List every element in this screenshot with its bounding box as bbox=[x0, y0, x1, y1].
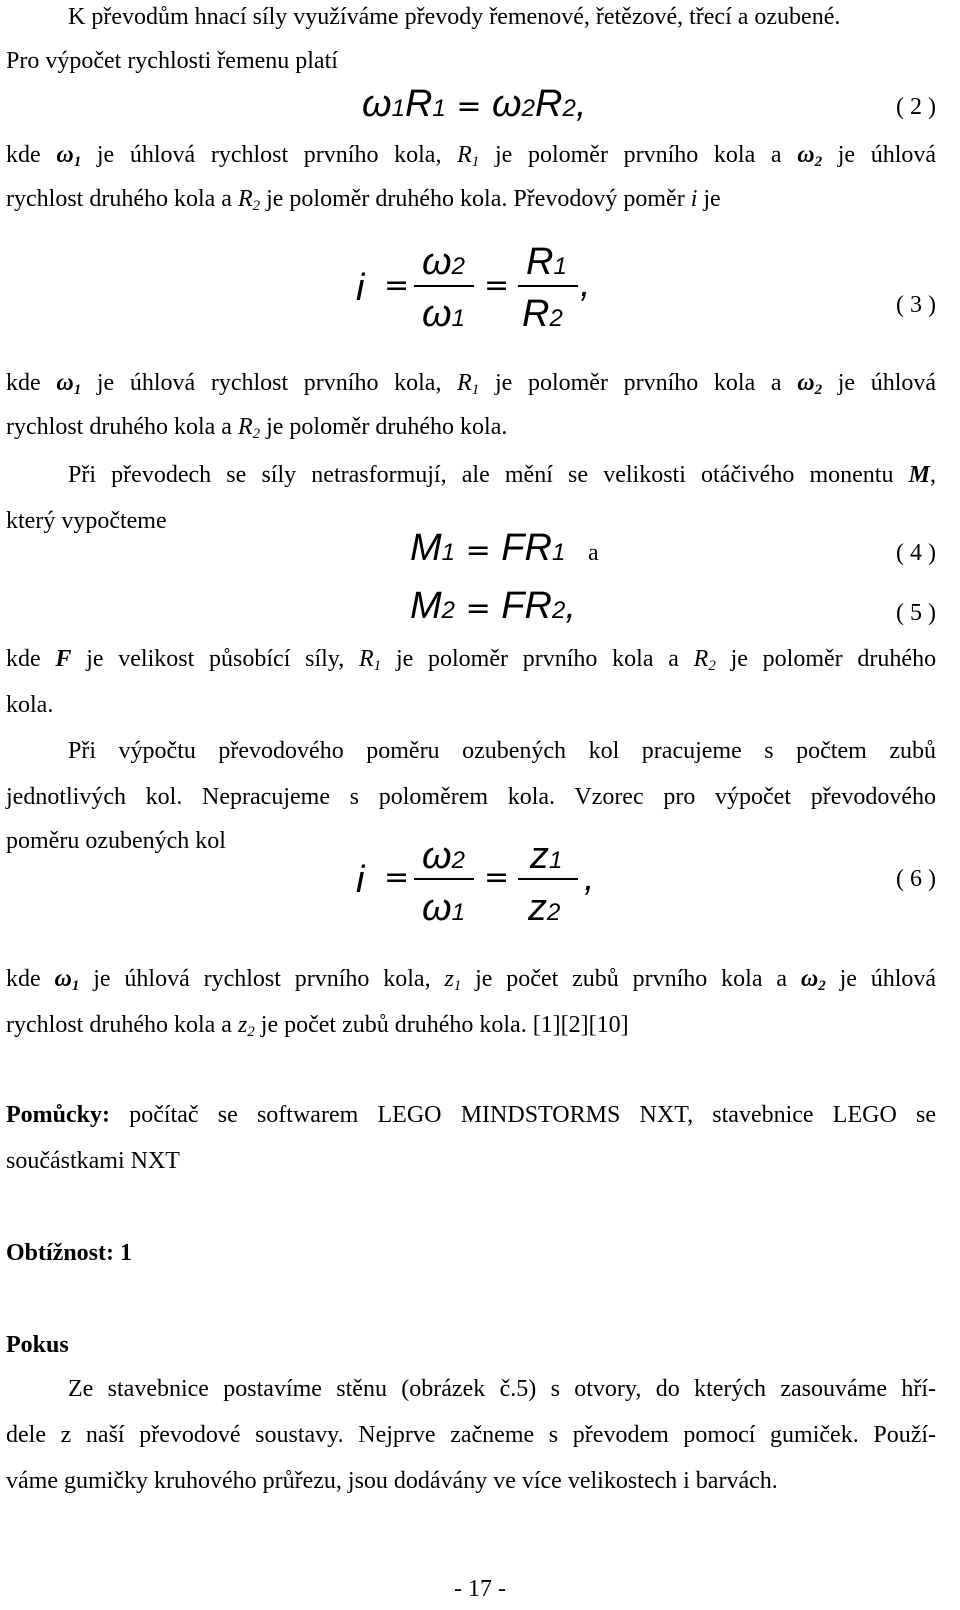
equation-5: M2 = FR2, bbox=[410, 585, 576, 627]
comma: , bbox=[930, 462, 936, 488]
equation-2 bbox=[362, 82, 586, 131]
page-number: - 17 - bbox=[454, 1576, 506, 1602]
r-symbol: $R_1$ bbox=[457, 142, 480, 170]
omega-symbol: $\omega_1$ bbox=[56, 370, 82, 398]
definition-text: rychlost druhého kola a bbox=[6, 414, 232, 440]
eq2-R-1: R bbox=[404, 83, 433, 125]
force-text: je velikost působící síly, bbox=[86, 646, 345, 672]
eq6-num-2: z1 bbox=[530, 835, 563, 877]
eq3-num-1: ω2 bbox=[422, 241, 465, 283]
eq2-omega-1: ω bbox=[362, 83, 392, 125]
eq4-conjunction: a bbox=[588, 540, 599, 566]
eq3-den-1: ω1 bbox=[422, 293, 465, 335]
difficulty-heading: Obtížnost: 1 bbox=[6, 1240, 132, 1266]
definition-line-1 bbox=[6, 140, 936, 170]
word-kde: kde bbox=[6, 142, 41, 168]
tools-text: počítač se softwarem LEGO MINDSTORMS NXT, stavebnice LEGO se bbox=[129, 1102, 937, 1128]
intro-line-1 bbox=[6, 2, 936, 32]
teeth-text: rychlost druhého kola a bbox=[6, 1012, 232, 1038]
f-symbol: F bbox=[55, 646, 72, 672]
omega-symbol: $\omega_2$ bbox=[797, 370, 823, 398]
z-symbol: $z_2$ bbox=[237, 1012, 255, 1040]
equation-number-4: ( 4 ) bbox=[896, 540, 936, 566]
eq6-i: i bbox=[356, 859, 365, 901]
force-line-1 bbox=[6, 644, 936, 674]
eq2-omega-2: ω bbox=[492, 83, 522, 125]
equation-number-6: ( 6 ) bbox=[896, 866, 936, 892]
eq2-comma: , bbox=[575, 83, 587, 125]
definition-text: je poloměr druhého kola. bbox=[266, 414, 508, 440]
moment-text: Při převodech se síly netrasformují, ale mění se velikosti otáčivého monentu bbox=[68, 462, 894, 488]
eq2-sub-2: 1 bbox=[432, 95, 446, 122]
definition-text: rychlost druhého kola a bbox=[6, 186, 232, 212]
r-symbol: $R_2$ bbox=[237, 186, 261, 214]
teeth-line-2 bbox=[6, 1010, 936, 1040]
definition-text: je poloměr prvního kola a bbox=[494, 142, 782, 168]
definition-text: je úhlová bbox=[837, 142, 937, 168]
teeth-text: je počet zubů druhého kola. [1][2][10] bbox=[260, 1012, 629, 1038]
word-kde: kde bbox=[6, 966, 41, 992]
tools-line-2: součástkami NXT bbox=[6, 1148, 180, 1174]
eq3-fraction-bar-1 bbox=[414, 285, 474, 287]
m-symbol: M bbox=[908, 462, 930, 488]
definition2-line-2 bbox=[6, 412, 936, 442]
definition2-line-1 bbox=[6, 368, 936, 398]
teeth-text: je úhlová rychlost prvního kola, bbox=[93, 966, 431, 992]
eq3-fraction-bar-2 bbox=[518, 285, 578, 287]
definition-text: je úhlová rychlost prvního kola, bbox=[96, 370, 442, 396]
equation-4: M1 = FR1 bbox=[410, 527, 566, 569]
eq6-fraction-bar-1 bbox=[414, 878, 474, 880]
eq6-comma: , bbox=[584, 857, 595, 899]
z-symbol: $z_1$ bbox=[444, 966, 462, 994]
teeth-text: je úhlová bbox=[839, 966, 937, 992]
gear-line-1: Při výpočtu převodového poměru ozubených kol pracujeme s počtem zubů bbox=[68, 738, 936, 764]
eq2-R-2: R bbox=[535, 83, 563, 125]
word-je: je bbox=[703, 186, 721, 212]
force-text: je poloměr druhého bbox=[730, 646, 937, 672]
gear-line-2: jednotlivých kol. Nepracujeme s poloměrem kola. Vzorec pro výpočet převodového bbox=[6, 784, 936, 810]
i-symbol: i bbox=[690, 186, 698, 212]
experiment-line-3: váme gumičky kruhového průřezu, jsou dodávány ve více velikostech i barvách. bbox=[6, 1468, 778, 1494]
eq6-den-1: ω1 bbox=[422, 887, 465, 929]
force-text: je poloměr prvního kola a bbox=[395, 646, 679, 672]
teeth-text: je počet zubů prvního kola a bbox=[475, 966, 787, 992]
definition-text: je poloměr prvního kola a bbox=[494, 370, 782, 396]
intro-text-1: K převodům hnací síly využíváme převody řemenové, řetězové, třecí a ozubené. bbox=[68, 4, 841, 30]
r-symbol: $R_2$ bbox=[693, 646, 716, 674]
eq3-i: i bbox=[356, 267, 365, 309]
r-symbol: $R_2$ bbox=[237, 414, 261, 442]
eq6-den-2: z2 bbox=[528, 887, 561, 929]
eq6-equals-2: = bbox=[484, 860, 510, 895]
definition-text: je úhlová rychlost prvního kola, bbox=[96, 142, 442, 168]
omega-symbol: $\omega_2$ bbox=[797, 142, 823, 170]
r-symbol: $R_1$ bbox=[457, 370, 480, 398]
experiment-line-2: dele z naší převodové soustavy. Nejprve začneme s převodem pomocí gumiček. Použí- bbox=[6, 1422, 936, 1448]
eq3-equals-1: = bbox=[384, 268, 410, 303]
equation-number-5: ( 5 ) bbox=[896, 600, 936, 626]
equation-number-2: ( 2 ) bbox=[896, 94, 936, 120]
eq3-den-2: R2 bbox=[522, 293, 563, 335]
eq2-equals: = bbox=[456, 89, 482, 124]
omega-symbol: $\omega_2$ bbox=[800, 966, 826, 994]
word-kde: kde bbox=[6, 370, 41, 396]
moment-line-1 bbox=[68, 460, 936, 490]
definition-text: je poloměr druhého kola. Převodový poměr bbox=[266, 186, 685, 212]
teeth-line-1 bbox=[6, 964, 936, 994]
equation-number-3: ( 3 ) bbox=[896, 292, 936, 318]
eq3-num-2: R1 bbox=[526, 241, 567, 283]
eq2-sub-1: 1 bbox=[391, 95, 405, 122]
word-kde: kde bbox=[6, 646, 41, 672]
eq6-num-1: ω2 bbox=[422, 835, 465, 877]
eq6-fraction-bar-2 bbox=[518, 878, 578, 880]
definition-text: je úhlová bbox=[837, 370, 937, 396]
eq3-equals-2: = bbox=[484, 268, 510, 303]
gear-line-3: poměru ozubených kol bbox=[6, 828, 226, 854]
omega-symbol: $\omega_1$ bbox=[54, 966, 80, 994]
moment-line-2: který vypočteme bbox=[6, 508, 167, 534]
omega-symbol: $\omega_1$ bbox=[56, 142, 82, 170]
experiment-line-1: Ze stavebnice postavíme stěnu (obrázek č.5) s otvory, do kterých zasouváme hří- bbox=[68, 1376, 936, 1402]
tools-label: Pomůcky: bbox=[6, 1102, 110, 1128]
intro-line-2: Pro výpočet rychlosti řemenu platí bbox=[6, 48, 338, 74]
tools-line-1 bbox=[6, 1100, 936, 1130]
r-symbol: $R_1$ bbox=[359, 646, 382, 674]
experiment-heading: Pokus bbox=[6, 1332, 69, 1358]
eq2-sub-3: 2 bbox=[521, 95, 536, 122]
eq2-sub-4: 2 bbox=[562, 95, 576, 122]
definition-line-2 bbox=[6, 184, 936, 214]
eq3-comma: , bbox=[580, 263, 591, 305]
eq6-equals-1: = bbox=[384, 860, 410, 895]
force-line-2: kola. bbox=[6, 692, 54, 718]
